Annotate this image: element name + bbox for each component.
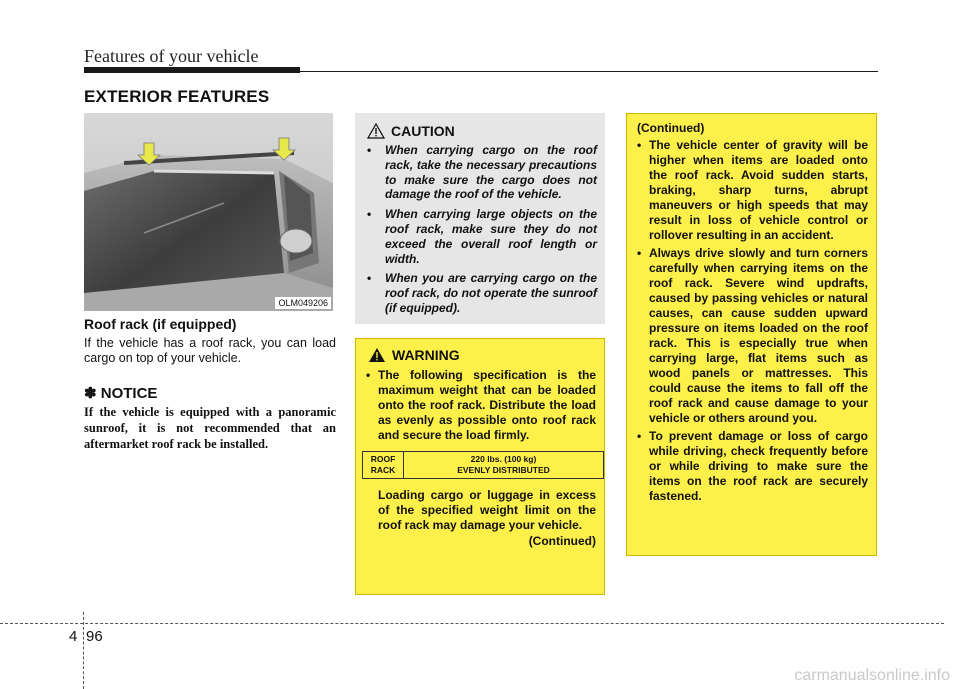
chapter-number: 4 — [69, 628, 78, 645]
caution-item: • When carrying large objects on the roof rack, make sure they do not exceed the overall roof length or width. — [363, 207, 597, 266]
continued-item: • Always drive slowly and turn corners carefully when carrying items on the roof rack. Severe wind updrafts, caused by passing vehicles or natural causes, can cause sudden upward pressure on items loaded on the roof rack. This is especially true when carrying large, flat items such as wood panels or mattresses. This could cause the items to fall off the roof rack and cause damage to your vehicle or others around you. — [635, 246, 868, 426]
spec-key-cell — [363, 452, 404, 479]
warning-box — [355, 338, 605, 595]
warning-continued: (Continued) — [528, 534, 596, 548]
warning-icon — [368, 347, 386, 363]
notice-title: ✽ NOTICE — [84, 385, 158, 402]
caution-icon — [367, 123, 385, 139]
header-rule — [300, 71, 878, 72]
roof-rack-spec-table — [362, 451, 604, 479]
notice-body: If the vehicle is equipped with a panoramic sunroof, it is not recommended that an aftermarket roof rack be installed. — [84, 405, 336, 451]
warning-title: WARNING — [392, 347, 460, 363]
header-bar — [84, 67, 300, 73]
figure-caption: OLM049206 — [275, 297, 331, 309]
caution-box — [355, 113, 605, 324]
car-illustration — [84, 113, 333, 311]
continued-heading: (Continued) — [637, 121, 705, 135]
page-number: 96 — [86, 628, 103, 645]
caution-item: • When you are carrying cargo on the roof rack, do not operate the sunroof (if equipped). — [363, 271, 597, 315]
roof-rack-photo — [84, 113, 333, 311]
spec-key-line: RACK — [370, 465, 396, 475]
warning-after-text: Loading cargo or luggage in excess of the specified weight limit on the roof rack may damage your vehicle. — [378, 488, 596, 532]
caution-item: • When carrying cargo on the roof rack, take the necessary precautions to make sure the cargo does not damage the roof of the vehicle. — [363, 143, 597, 202]
watermark: carmanualsonline.info — [794, 667, 950, 684]
roof-rack-body: If the vehicle has a roof rack, you can load cargo on top of your vehicle. — [84, 336, 336, 365]
continued-warning-box — [626, 113, 877, 556]
roof-rack-heading: Roof rack (if equipped) — [84, 316, 237, 332]
footer-divider — [83, 612, 84, 689]
caution-title: CAUTION — [391, 123, 455, 139]
footer-rule — [0, 623, 944, 624]
section-title: EXTERIOR FEATURES — [84, 87, 270, 106]
warning-item: • The following specification is the maximum weight that can be loaded onto the roof rack. Distribute the load as evenly as possible onto roof rack and secure the load firmly. — [364, 368, 596, 443]
spec-value-line: EVENLY DISTRIBUTED — [457, 465, 550, 475]
spec-key-line: ROOF — [370, 454, 396, 464]
header-title: Features of your vehicle — [84, 46, 259, 66]
spec-value-line: 220 lbs. (100 kg) — [470, 454, 537, 464]
spec-value-cell — [404, 452, 604, 479]
continued-item: • To prevent damage or loss of cargo while driving, check frequently before or while driving to make sure the items on the roof rack are securely fastened. — [635, 429, 868, 504]
continued-item: • The vehicle center of gravity will be higher when items are loaded onto the roof rack. Avoid sudden starts, braking, sharp turns, abrupt maneuvers or high speeds that may result in loss of vehicle control or rollover resulting in an accident. — [635, 138, 868, 243]
